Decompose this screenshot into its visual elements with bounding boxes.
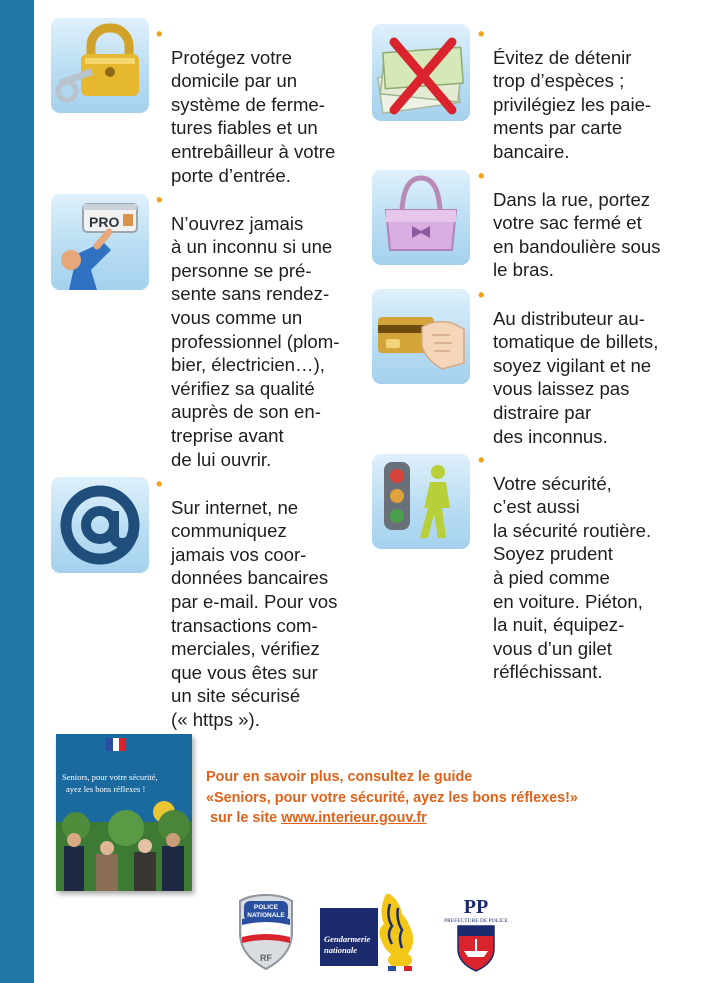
guide-cover-image: [56, 734, 192, 891]
tip-bullet: •: [156, 473, 163, 494]
guide-info-line2: «Seniors, pour votre sécurité, ayez les bons réflexes!»: [206, 789, 578, 806]
tip-road-safety-text: [478, 448, 693, 684]
guide-info-prefix: sur le site: [206, 810, 282, 826]
at-sign-icon: [51, 477, 149, 573]
tip-atm-text: [478, 283, 693, 448]
guide-cover-title-line1: Seniors, pour votre sécurité,: [62, 772, 158, 782]
gendarmerie-line1: Gendarmerie: [324, 934, 371, 944]
guide-info-line1: Pour en savoir plus, consultez le guide: [206, 769, 473, 785]
prefecture-label: PREFECTURE DE POLICE: [444, 918, 508, 924]
interieur-website-link[interactable]: www.interieur.gouv.fr: [281, 810, 427, 826]
tip-stranger-text: [156, 188, 366, 471]
tip-bullet: •: [478, 23, 485, 44]
tip-road-safety-body: Votre sécurité, c’est aussi la sécurité routière. Soyez prudent à pied comme en voiture. Piéton, la nuit, équipez- vous d’un gilet réfléchissant.: [493, 472, 652, 683]
tip-cash-text: [478, 22, 693, 164]
prefecture-de-police-logo: [434, 893, 518, 973]
guide-info-line3: [206, 808, 686, 829]
tip-handbag-body: Dans la rue, portez votre sac fermé et en bandoulière sous le bras.: [493, 188, 661, 281]
handbag-icon: [372, 170, 470, 265]
padlock-key-icon: [51, 18, 149, 113]
tip-bullet: •: [478, 165, 485, 186]
tip-internet-text: [156, 472, 371, 732]
tip-lock-home-body: Protégez votre domicile par un système de ferme- tures fiables et un entrebâilleur à votre porte d’entrée.: [171, 46, 336, 186]
tip-handbag-text: [478, 164, 693, 282]
bank-card-hand-icon: [372, 289, 470, 384]
tip-atm-body: Au distributeur au- tomatique de billets, soyez vigilant et ne vous laissez pas distraire par des inconnus.: [493, 307, 659, 447]
police-nationale-line2: NATIONALE: [247, 912, 285, 919]
tip-bullet: •: [478, 284, 485, 305]
police-nationale-logo: [234, 893, 298, 971]
pro-badge-label: PRO: [89, 214, 120, 230]
tip-stranger-body: N’ouvrez jamais à un inconnu si une personne se pré- sente sans rendez- vous comme un professionnel (plom- bier, électricien…), vérifiez sa qualité auprès de son en- treprise avant de lui ouvrir.: [171, 212, 340, 470]
tip-internet-body: Sur internet, ne communiquez jamais vos coor- données bancaires par e-mail. Pour vos transactions com- merciales, vérifiez que vous êtes sur un site sécurisé (« https »).: [171, 496, 338, 730]
police-nationale-monogram: RF: [260, 953, 272, 963]
gendarmerie-nationale-logo: [318, 890, 424, 972]
tip-bullet: •: [156, 23, 163, 44]
prefecture-monogram: PP: [463, 896, 489, 918]
tip-cash-body: Évitez de détenir trop d’espèces ; privilégiez les paie- ments par carte bancaire.: [493, 46, 652, 162]
crossed-banknotes-icon: [372, 24, 470, 121]
tip-bullet: •: [478, 449, 485, 470]
guide-info-block: [206, 767, 686, 829]
pro-badge-person-icon: [51, 194, 149, 290]
tip-lock-home-text: [156, 22, 366, 187]
police-nationale-line1: POLICE: [253, 904, 279, 911]
traffic-light-pedestrian-icon: [372, 454, 470, 549]
left-side-band: [0, 0, 34, 983]
tip-bullet: •: [156, 189, 163, 210]
gendarmerie-line2: nationale: [324, 945, 358, 955]
guide-cover-title-line2: ayez les bons réflexes !: [66, 784, 146, 794]
